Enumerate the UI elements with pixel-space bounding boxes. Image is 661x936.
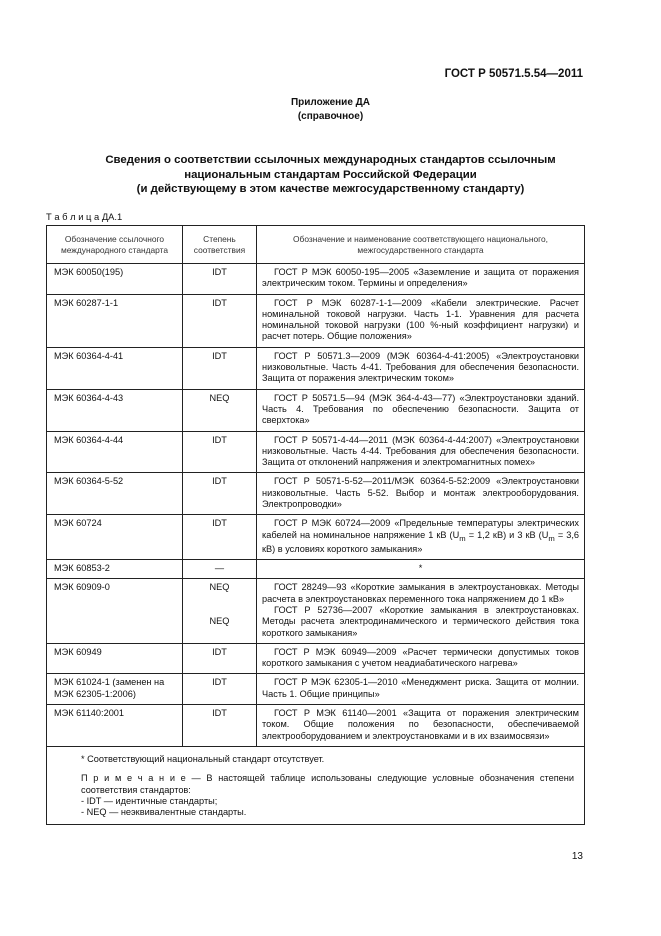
cell-name-text [262, 518, 579, 555]
footnote: * Соответствующий национальный стандарт отсутствует. [81, 753, 325, 764]
cell-name [257, 389, 585, 431]
header-degree: Степень соответствия [183, 226, 257, 264]
table-footer [47, 746, 585, 824]
table-header-row [47, 226, 585, 264]
cell-code: МЭК 60909-0 [47, 579, 183, 643]
subscript: m [459, 533, 466, 543]
main-title-line: Сведения о соответствии ссылочных международных стандартов ссылочным [105, 154, 556, 166]
cell-code: МЭК 61024-1 (заменен на МЭК 62305-1:2006) [47, 674, 183, 705]
cell-name-text: ГОСТ Р 50571-4-44—2011 (МЭК 60364-4-44:2007) «Электроустановки низковольтные. Часть 4-44. Требования для обеспечения безопасности. Защита от отклонений напряжения и электромагнитных помех» [262, 434, 579, 468]
cell-degree: IDT [183, 264, 257, 295]
note-label: П р и м е ч а н и е [81, 773, 186, 784]
note [57, 773, 574, 796]
cell-degree: — [183, 560, 257, 579]
standards-table [46, 225, 585, 825]
cell-name-text: ГОСТ Р МЭК 62305-1—2010 «Менеджмент риска. Защита от молнии. Часть 1. Общие принципы» [262, 677, 579, 699]
table-label: Т а б л и ц а ДА.1 [46, 211, 123, 222]
legend-item: - NEQ — неэквивалентные стандарты. [81, 807, 247, 818]
header-name: Обозначение и наименование соответствующего национального, межгосударственного стандарта [257, 226, 585, 264]
cell-name [257, 347, 585, 389]
table-row [47, 705, 585, 747]
legend-item: - IDT — идентичные стандарты; [81, 795, 218, 806]
appendix-subtitle: (справочное) [297, 111, 364, 122]
cell-name-text: ГОСТ Р МЭК 60287-1-1—2009 «Кабели электрические. Расчет номинальной токовой нагрузки. Часть 1-1. Уравнения для расчета номинальной токовой нагрузки (100 %-ный коэффициент нагрузки) и расчет потерь. Общие положения» [262, 297, 579, 342]
cell-name [257, 643, 585, 674]
degree-value: NEQ [209, 582, 230, 593]
cell-degree: IDT [183, 643, 257, 674]
cell-name-text: ГОСТ Р МЭК 61140—2001 «Защита от поражения электрическим током. Общие положения по безопасности, обеспечиваемой электрооборудованием и электроустановками и в их взаимосвязи» [262, 708, 579, 741]
cell-name [257, 579, 585, 643]
cell-name-text: ГОСТ Р МЭК 60050-195—2005 «Заземление и защита от поражения электрическим током. Термины и определения» [262, 267, 579, 289]
cell-code: МЭК 60364-4-44 [47, 431, 183, 473]
name-part: ГОСТ Р МЭК 60724—2009 «Предельные температуры электрических кабелей на номинальное напряжение 1 кВ (U [262, 518, 579, 540]
name-part: = 3,6 кВ) в условиях короткого замыкания» [262, 529, 580, 554]
cell-code: МЭК 60949 [47, 643, 183, 674]
cell-name-text: ГОСТ Р 50571-5-52—2011/МЭК 60364-5-52:2009 «Электроустановки низковольтные. Часть 5-52. Выбор и монтаж электрооборудования. Электропроводки» [262, 476, 579, 510]
note-text: — В настоящей таблице использованы следующие условные обозначения степени соответствия стандартов: [81, 773, 574, 795]
cell-degree: NEQ [183, 389, 257, 431]
cell-code: МЭК 60364-5-52 [47, 473, 183, 515]
main-title-line: национальным стандартам Российской Федерации [184, 168, 477, 181]
document-code: ГОСТ Р 50571.5.54—2011 [444, 68, 583, 80]
cell-name-text: ГОСТ 28249—93 «Короткие замыкания в электроустановках. Методы расчета в электроустановках переменного тока напряжением до 1 кВ» [262, 582, 579, 604]
table-row [47, 560, 585, 579]
cell-code: МЭК 60853-2 [47, 560, 183, 579]
header-code: Обозначение ссылочного международного стандарта [47, 226, 183, 264]
table-row [47, 579, 585, 643]
table-footer-row [47, 746, 585, 824]
cell-name [257, 705, 585, 747]
cell-degree: IDT [183, 515, 257, 560]
table-row [47, 389, 585, 431]
cell-name [257, 515, 585, 560]
table-row [47, 515, 585, 560]
cell-name-text: ГОСТ Р 50571.5—94 (МЭК 364-4-43—77) «Электроустановки зданий. Часть 4. Требования по обеспечению безопасности. Защита от сверхтока» [262, 392, 579, 426]
cell-name [257, 431, 585, 473]
table-row [47, 347, 585, 389]
cell-name-text: ГОСТ Р 50571.3—2009 (МЭК 60364-4-41:2005) «Электроустановки низковольтные. Часть 4-41. Требования для обеспечения безопасности. Защита от поражения электрическим током» [262, 350, 579, 384]
table-row [47, 473, 585, 515]
name-part: = 1,2 кВ) и 3 кВ (U [465, 529, 549, 540]
cell-degree: IDT [183, 294, 257, 347]
main-title [60, 153, 601, 197]
table-row [47, 431, 585, 473]
cell-code: МЭК 60364-4-43 [47, 389, 183, 431]
cell-name-text: ГОСТ Р МЭК 60949—2009 «Расчет термически допустимых токов короткого замыкания с учетом неадиабатического нагрева» [262, 646, 579, 669]
cell-name [257, 473, 585, 515]
cell-name [257, 264, 585, 295]
cell-name: * [257, 560, 585, 579]
appendix-title: Приложение ДА [290, 97, 371, 108]
cell-code: МЭК 60050(195) [47, 264, 183, 295]
table-row [47, 674, 585, 705]
cell-name [257, 674, 585, 705]
cell-name [257, 294, 585, 347]
cell-degree: IDT [183, 473, 257, 515]
degree-value: NEQ [209, 616, 230, 627]
cell-degree [183, 579, 257, 643]
page-number: 13 [571, 851, 583, 862]
cell-degree: IDT [183, 347, 257, 389]
table-row [47, 264, 585, 295]
cell-code: МЭК 61140:2001 [47, 705, 183, 747]
cell-code: МЭК 60724 [47, 515, 183, 560]
table-row [47, 294, 585, 347]
cell-code: МЭК 60364-4-41 [47, 347, 183, 389]
cell-degree: IDT [183, 705, 257, 747]
subscript: m [548, 533, 555, 543]
table-row [47, 643, 585, 674]
cell-degree: IDT [183, 431, 257, 473]
main-title-line: (и действующему в этом качестве межгосударственному стандарту) [136, 183, 525, 195]
cell-degree: IDT [183, 674, 257, 705]
cell-code: МЭК 60287-1-1 [47, 294, 183, 347]
cell-name-text: ГОСТ Р 52736—2007 «Короткие замыкания в электроустановках. Методы расчета электродинамического и термического действия тока короткого замыкания» [262, 604, 579, 638]
